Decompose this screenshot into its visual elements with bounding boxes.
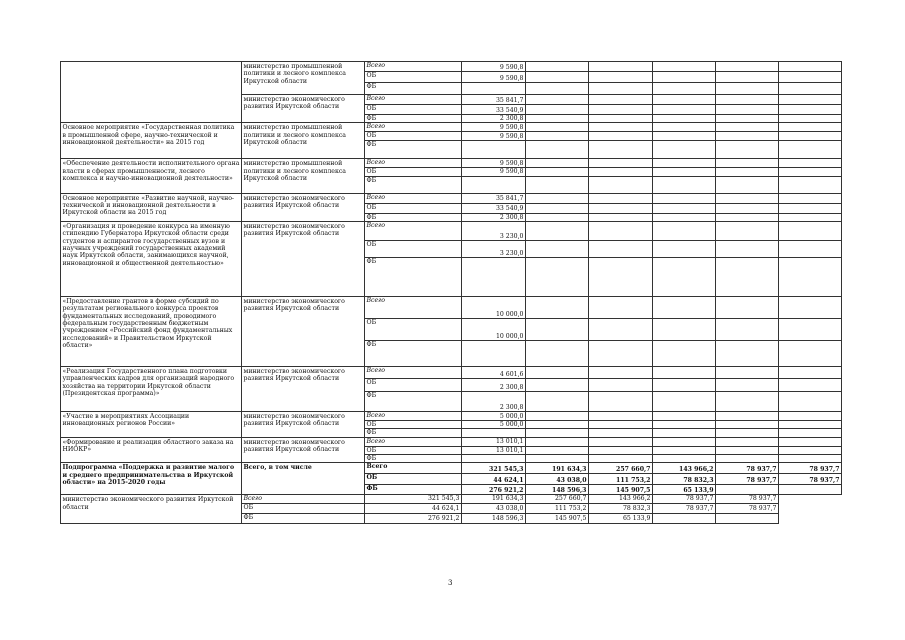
amount-cell: [462, 257, 526, 296]
amount-cell: [589, 168, 653, 176]
responsible-cell: министерство экономического развития Иркутской области: [242, 437, 365, 463]
amount-cell: 10 000,0: [462, 296, 526, 318]
amount-cell: [653, 115, 716, 123]
funding-source-cell: ОБ: [365, 105, 462, 115]
funding-source-cell: Всего: [365, 123, 462, 132]
amount-cell: [589, 203, 653, 213]
amount-cell: [589, 437, 653, 446]
amount-cell: 33 540,9: [462, 105, 526, 115]
amount-cell: 321 545,3: [365, 495, 462, 503]
table-row: [61, 463, 842, 474]
table-row: [61, 221, 842, 240]
amount-cell: [462, 176, 526, 193]
amount-cell: [779, 176, 842, 193]
amount-cell: [779, 221, 842, 240]
amount-cell: [526, 318, 589, 340]
amount-cell: 13 010,1: [462, 446, 526, 454]
amount-cell: 5 000,0: [462, 411, 526, 420]
amount-cell: [779, 83, 842, 95]
amount-cell: [589, 411, 653, 420]
amount-cell: [653, 420, 716, 428]
amount-cell: [653, 391, 716, 411]
amount-cell: 78 937,7: [779, 463, 842, 474]
amount-cell: [526, 105, 589, 115]
amount-cell: [653, 221, 716, 240]
amount-cell: [589, 213, 653, 221]
amount-cell: [779, 257, 842, 296]
amount-cell: [526, 366, 589, 378]
activity-name-cell: [61, 62, 242, 123]
funding-source-cell: ФБ: [365, 429, 462, 437]
amount-cell: 145 907,5: [526, 513, 589, 523]
funding-source-cell: Всего: [365, 463, 462, 474]
amount-cell: [589, 240, 653, 257]
activity-name-cell: Подпрограмма «Поддержка и развитие малого и среднего предпринимательства в Иркутской области» на 2015-2020 годы: [61, 463, 242, 495]
funding-source-cell: Всего: [365, 159, 462, 168]
amount-cell: [589, 83, 653, 95]
amount-cell: [716, 83, 779, 95]
funding-source-cell: Всего: [365, 437, 462, 446]
amount-cell: [526, 95, 589, 105]
amount-cell: [716, 485, 779, 495]
amount-cell: [526, 411, 589, 420]
amount-cell: [779, 378, 842, 391]
amount-cell: [526, 213, 589, 221]
amount-cell: [589, 366, 653, 378]
amount-cell: 35 841,7: [462, 193, 526, 203]
amount-cell: [779, 213, 842, 221]
amount-cell: [779, 105, 842, 115]
amount-cell: [462, 83, 526, 95]
amount-cell: [716, 132, 779, 141]
funding-source-cell: ФБ: [365, 115, 462, 123]
funding-source-cell: Всего: [365, 411, 462, 420]
amount-cell: [653, 429, 716, 437]
amount-cell: 4 601,6: [462, 366, 526, 378]
amount-cell: [526, 176, 589, 193]
amount-cell: [779, 437, 842, 446]
responsible-cell: министерство экономического развития Иркутской области: [242, 411, 365, 437]
funding-source-cell: Всего: [365, 95, 462, 105]
amount-cell: [716, 105, 779, 115]
amount-cell: 257 660,7: [589, 463, 653, 474]
amount-cell: [589, 95, 653, 105]
amount-cell: [653, 296, 716, 318]
amount-cell: [716, 296, 779, 318]
amount-cell: [716, 437, 779, 446]
budget-table: [60, 61, 842, 524]
amount-cell: 143 966,2: [589, 495, 653, 503]
amount-cell: 148 596,3: [526, 485, 589, 495]
responsible-cell: министерство промышленной политики и лесного комплекса Иркутской области: [242, 62, 365, 95]
funding-source-cell: ФБ: [365, 213, 462, 221]
responsible-cell: министерство экономического развития Иркутской области: [242, 366, 365, 411]
amount-cell: [653, 159, 716, 168]
amount-cell: [716, 411, 779, 420]
amount-cell: [653, 176, 716, 193]
amount-cell: [526, 454, 589, 462]
amount-cell: [716, 115, 779, 123]
amount-cell: [589, 132, 653, 141]
amount-cell: 78 937,7: [716, 474, 779, 485]
amount-cell: 9 590,8: [462, 159, 526, 168]
amount-cell: [716, 203, 779, 213]
table-row: [61, 366, 842, 378]
amount-cell: [589, 176, 653, 193]
amount-cell: 78 937,7: [716, 463, 779, 474]
amount-cell: [653, 105, 716, 115]
amount-cell: [653, 340, 716, 366]
responsible-cell: Всего, в том числе: [242, 463, 365, 495]
activity-name-cell: Основное мероприятие «Государственная политика в промышленной сфере, научно-технической и инновационной деятельности» на 2015 год: [61, 123, 242, 159]
amount-cell: 78 832,3: [653, 474, 716, 485]
amount-cell: [526, 62, 589, 72]
amount-cell: [653, 203, 716, 213]
funding-source-cell: ОБ: [365, 240, 462, 257]
amount-cell: [779, 141, 842, 159]
table-row: [61, 411, 842, 420]
amount-cell: 2 300,8: [462, 391, 526, 411]
amount-cell: [653, 168, 716, 176]
amount-cell: [462, 429, 526, 437]
amount-cell: [589, 391, 653, 411]
amount-cell: [779, 420, 842, 428]
amount-cell: [779, 446, 842, 454]
funding-source-cell: ФБ: [365, 340, 462, 366]
amount-cell: [653, 141, 716, 159]
funding-source-cell: ОБ: [365, 420, 462, 428]
amount-cell: 78 937,7: [779, 474, 842, 485]
amount-cell: [526, 221, 589, 240]
amount-cell: [526, 296, 589, 318]
amount-cell: 5 000,0: [462, 420, 526, 428]
amount-cell: [526, 193, 589, 203]
amount-cell: [779, 62, 842, 72]
funding-source-cell: ФБ: [365, 391, 462, 411]
amount-cell: 276 921,2: [365, 513, 462, 523]
amount-cell: [589, 429, 653, 437]
funding-source-cell: Всего: [365, 221, 462, 240]
funding-source-cell: Всего: [365, 296, 462, 318]
amount-cell: [589, 454, 653, 462]
amount-cell: [653, 454, 716, 462]
amount-cell: [526, 115, 589, 123]
amount-cell: [526, 159, 589, 168]
amount-cell: [462, 454, 526, 462]
amount-cell: [779, 123, 842, 132]
amount-cell: [716, 454, 779, 462]
amount-cell: 78 937,7: [716, 495, 779, 503]
amount-cell: [589, 318, 653, 340]
amount-cell: 43 038,0: [526, 474, 589, 485]
amount-cell: [526, 132, 589, 141]
amount-cell: [779, 429, 842, 437]
amount-cell: [653, 513, 716, 523]
amount-cell: 145 907,5: [589, 485, 653, 495]
amount-cell: [526, 391, 589, 411]
amount-cell: [779, 411, 842, 420]
funding-source-cell: ФБ: [365, 454, 462, 462]
responsible-cell: министерство экономического развития Иркутской области: [242, 193, 365, 221]
amount-cell: [653, 62, 716, 72]
funding-source-cell: ФБ: [242, 513, 365, 523]
table-row: [61, 159, 842, 168]
amount-cell: [716, 429, 779, 437]
table-row: [61, 193, 842, 203]
funding-source-cell: ФБ: [365, 83, 462, 95]
table-row: [61, 495, 842, 503]
amount-cell: [589, 159, 653, 168]
amount-cell: [653, 213, 716, 221]
amount-cell: 9 590,8: [462, 62, 526, 72]
amount-cell: [779, 454, 842, 462]
amount-cell: [589, 221, 653, 240]
funding-source-cell: ОБ: [365, 378, 462, 391]
amount-cell: 65 133,9: [589, 513, 653, 523]
table-row: [61, 437, 842, 446]
amount-cell: 321 545,3: [462, 463, 526, 474]
amount-cell: 35 841,7: [462, 95, 526, 105]
amount-cell: [526, 446, 589, 454]
amount-cell: [653, 240, 716, 257]
amount-cell: [779, 193, 842, 203]
amount-cell: 13 010,1: [462, 437, 526, 446]
amount-cell: [716, 141, 779, 159]
amount-cell: [462, 340, 526, 366]
amount-cell: [716, 391, 779, 411]
amount-cell: [462, 141, 526, 159]
amount-cell: [589, 193, 653, 203]
amount-cell: [526, 420, 589, 428]
amount-cell: [716, 318, 779, 340]
amount-cell: 276 921,2: [462, 485, 526, 495]
amount-cell: [716, 62, 779, 72]
amount-cell: [779, 159, 842, 168]
amount-cell: 191 634,3: [462, 495, 526, 503]
amount-cell: [653, 123, 716, 132]
amount-cell: 9 590,8: [462, 132, 526, 141]
amount-cell: [716, 378, 779, 391]
amount-cell: [589, 296, 653, 318]
amount-cell: [716, 213, 779, 221]
responsible-cell: министерство промышленной политики и лесного комплекса Иркутской области: [242, 159, 365, 193]
amount-cell: [779, 240, 842, 257]
amount-cell: [779, 340, 842, 366]
amount-cell: [716, 366, 779, 378]
amount-cell: [653, 411, 716, 420]
amount-cell: 9 590,8: [462, 168, 526, 176]
funding-source-cell: ОБ: [365, 203, 462, 213]
amount-cell: [779, 296, 842, 318]
amount-cell: [526, 141, 589, 159]
amount-cell: [589, 123, 653, 132]
amount-cell: 9 590,8: [462, 72, 526, 83]
amount-cell: 3 230,0: [462, 221, 526, 240]
amount-cell: 10 000,0: [462, 318, 526, 340]
amount-cell: 148 596,3: [462, 513, 526, 523]
amount-cell: [779, 391, 842, 411]
amount-cell: [589, 72, 653, 83]
amount-cell: [526, 437, 589, 446]
amount-cell: [653, 95, 716, 105]
amount-cell: [779, 72, 842, 83]
funding-source-cell: ФБ: [365, 485, 462, 495]
amount-cell: [716, 240, 779, 257]
amount-cell: [653, 193, 716, 203]
funding-source-cell: Всего: [365, 193, 462, 203]
responsible-cell: министерство экономического развития Иркутской области: [242, 221, 365, 296]
amount-cell: 78 937,7: [653, 503, 716, 513]
amount-cell: [716, 513, 779, 523]
amount-cell: 111 753,2: [589, 474, 653, 485]
amount-cell: [526, 378, 589, 391]
funding-source-cell: ОБ: [365, 318, 462, 340]
amount-cell: [589, 62, 653, 72]
amount-cell: [716, 446, 779, 454]
amount-cell: [526, 340, 589, 366]
amount-cell: 143 966,2: [653, 463, 716, 474]
amount-cell: 191 634,3: [526, 463, 589, 474]
amount-cell: [779, 95, 842, 105]
amount-cell: [653, 83, 716, 95]
amount-cell: [526, 72, 589, 83]
responsible-cell: министерство экономического развития Иркутской области: [61, 495, 242, 523]
amount-cell: [779, 485, 842, 495]
amount-cell: [653, 366, 716, 378]
activity-name-cell: «Предоставление грантов в форме субсидий по результатам регионального конкурса проектов фундаментальных исследований, проводимого федеральным государственным бюджетным учреждением «Российский фонд фундаментальных исследований» и Правительством Иркутской области»: [61, 296, 242, 366]
amount-cell: 78 937,7: [653, 495, 716, 503]
table-row: [61, 123, 842, 132]
funding-source-cell: ФБ: [365, 141, 462, 159]
amount-cell: [653, 446, 716, 454]
amount-cell: 44 624,1: [365, 503, 462, 513]
amount-cell: 33 540,9: [462, 203, 526, 213]
amount-cell: [589, 105, 653, 115]
amount-cell: [653, 437, 716, 446]
amount-cell: [716, 168, 779, 176]
amount-cell: [779, 115, 842, 123]
amount-cell: [716, 257, 779, 296]
amount-cell: 3 230,0: [462, 240, 526, 257]
amount-cell: 2 300,8: [462, 213, 526, 221]
activity-name-cell: Основное мероприятие «Развитие научной, научно-технической и инновационной деятельности в Иркутской области на 2015 год: [61, 193, 242, 221]
amount-cell: 43 038,0: [462, 503, 526, 513]
amount-cell: [779, 132, 842, 141]
amount-cell: [716, 193, 779, 203]
funding-source-cell: Всего: [365, 62, 462, 72]
amount-cell: [716, 72, 779, 83]
funding-source-cell: ОБ: [365, 168, 462, 176]
amount-cell: [526, 429, 589, 437]
activity-name-cell: «Обеспечение деятельности исполнительного органа власти в сферах промышленности, лесного комплекса и научно-инновационной деятельности»: [61, 159, 242, 193]
funding-source-cell: ОБ: [365, 446, 462, 454]
amount-cell: [779, 366, 842, 378]
table-row: [61, 296, 842, 318]
amount-cell: [779, 168, 842, 176]
activity-name-cell: «Участие в мероприятиях Ассоциации инновационных регионов России»: [61, 411, 242, 437]
amount-cell: [589, 115, 653, 123]
funding-source-cell: ФБ: [365, 257, 462, 296]
amount-cell: [526, 123, 589, 132]
funding-source-cell: Всего: [242, 495, 365, 503]
amount-cell: [653, 132, 716, 141]
table-row: [61, 62, 842, 72]
amount-cell: 78 832,3: [589, 503, 653, 513]
responsible-cell: министерство промышленной политики и лесного комплекса Иркутской области: [242, 123, 365, 159]
amount-cell: 44 624,1: [462, 474, 526, 485]
amount-cell: [526, 168, 589, 176]
amount-cell: 111 753,2: [526, 503, 589, 513]
responsible-cell: министерство экономического развития Иркутской области: [242, 95, 365, 123]
amount-cell: [653, 257, 716, 296]
amount-cell: 2 300,8: [462, 115, 526, 123]
amount-cell: [716, 176, 779, 193]
funding-source-cell: ОБ: [365, 72, 462, 83]
funding-source-cell: Всего: [365, 366, 462, 378]
amount-cell: [526, 257, 589, 296]
page-number: 3: [448, 579, 453, 587]
activity-name-cell: «Реализация Государственного плана подготовки управленческих кадров для организаций народного хозяйства на территории Иркутской области (Президентская программа)»: [61, 366, 242, 411]
funding-source-cell: ОБ: [242, 503, 365, 513]
activity-name-cell: «Организация и проведение конкурса на именную стипендию Губернатора Иркутской области среди студентов и аспирантов государственных вузов и научных учреждений государственных академий наук Иркутской области, занимающихся научной, инновационной и общественной деятельностью»: [61, 221, 242, 296]
amount-cell: [653, 72, 716, 83]
amount-cell: [526, 240, 589, 257]
amount-cell: [589, 378, 653, 391]
funding-source-cell: ОБ: [365, 474, 462, 485]
amount-cell: [779, 203, 842, 213]
amount-cell: [653, 378, 716, 391]
responsible-cell: министерство экономического развития Иркутской области: [242, 296, 365, 366]
amount-cell: [716, 95, 779, 105]
funding-source-cell: ОБ: [365, 132, 462, 141]
amount-cell: [589, 420, 653, 428]
amount-cell: [526, 203, 589, 213]
amount-cell: [716, 221, 779, 240]
amount-cell: [779, 318, 842, 340]
amount-cell: [589, 446, 653, 454]
amount-cell: 2 300,8: [462, 378, 526, 391]
activity-name-cell: «Формирование и реализация областного заказа на НИОКР»: [61, 437, 242, 463]
amount-cell: 9 590,8: [462, 123, 526, 132]
amount-cell: 257 660,7: [526, 495, 589, 503]
funding-source-cell: ФБ: [365, 176, 462, 193]
amount-cell: [589, 141, 653, 159]
amount-cell: [716, 340, 779, 366]
amount-cell: [716, 159, 779, 168]
amount-cell: [716, 420, 779, 428]
amount-cell: [526, 83, 589, 95]
amount-cell: [589, 340, 653, 366]
amount-cell: [653, 318, 716, 340]
amount-cell: [589, 257, 653, 296]
amount-cell: [716, 123, 779, 132]
amount-cell: 65 133,9: [653, 485, 716, 495]
amount-cell: 78 937,7: [716, 503, 779, 513]
